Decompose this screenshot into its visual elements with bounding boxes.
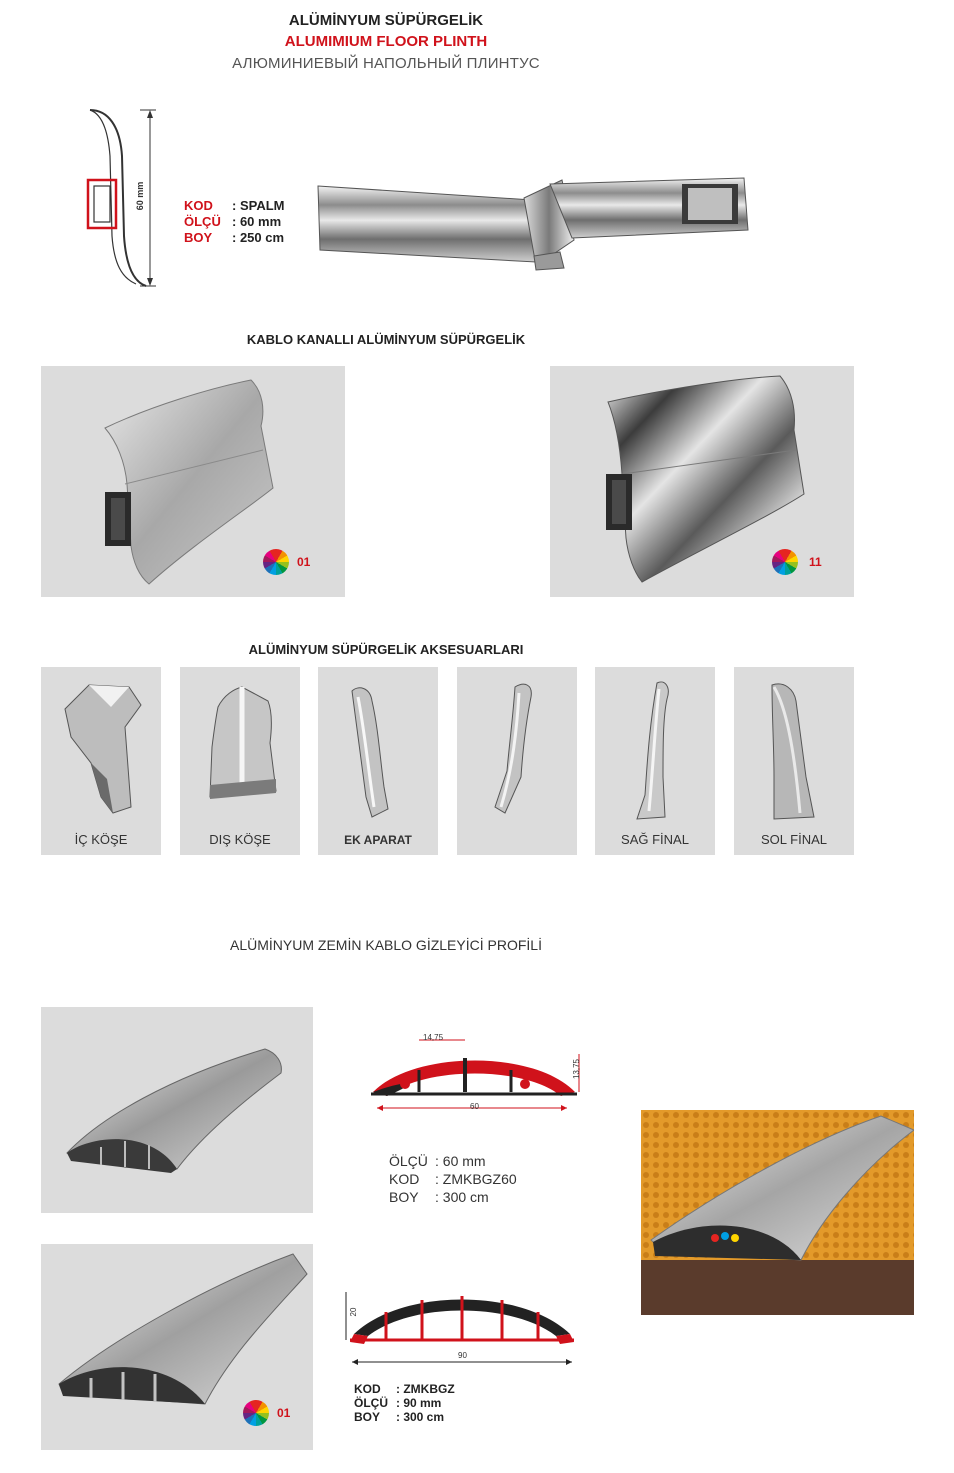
section-title-cable-plinth: KABLO KANALLI ALÜMİNYUM SÜPÜRGELİK <box>246 332 526 347</box>
dimension-top: 14,75 <box>423 1033 444 1042</box>
accessory-label: İÇ KÖŞE <box>74 832 128 847</box>
accessory-blank <box>457 667 577 855</box>
outer-corner-photo <box>180 667 300 827</box>
accessory-label: SAĞ FİNAL <box>621 832 689 847</box>
floor-profile-90-photo <box>41 1244 313 1450</box>
accessory-inner-corner <box>41 667 161 855</box>
plinth-dimension-label: 60 mm <box>135 181 145 211</box>
spec-row: BOY : 300 cm <box>389 1189 489 1205</box>
plinth-corner-photo <box>312 170 758 272</box>
plinth-specs <box>184 198 284 246</box>
end-cap-photo <box>457 667 577 827</box>
floor-profile-90-photo-panel <box>41 1244 313 1450</box>
left-end-photo <box>734 667 854 827</box>
floor-profile-90-drawing <box>342 1288 582 1374</box>
spec-row: KOD : ZMKBGZ <box>354 1382 455 1396</box>
dimension-height: 20 <box>349 1307 358 1317</box>
title-russian: АЛЮМИНИЕВЫЙ НАПОЛЬНЫЙ ПЛИНТУС <box>232 55 540 72</box>
inner-corner-photo <box>41 667 161 827</box>
title-turkish: ALÜMİNYUM SÜPÜRGELİK <box>288 12 484 29</box>
spec-row: ÖLÇÜ : 60 mm <box>184 214 282 229</box>
right-end-photo <box>595 667 715 827</box>
dimension-width: 60 <box>470 1102 479 1111</box>
color-code: 11 <box>809 555 822 569</box>
floor-profile-60-photo <box>41 1007 313 1213</box>
section-title-floor-profile: ALÜMİNYUM ZEMİN KABLO GİZLEYİCİ PROFİLİ <box>230 937 542 953</box>
accessory-label: DIŞ KÖŞE <box>209 832 271 847</box>
color-code: 01 <box>297 555 311 569</box>
floor-profile-90-specs <box>354 1382 455 1424</box>
joint-photo <box>318 667 438 827</box>
accessory-outer-corner <box>180 667 300 855</box>
accessory-joint <box>318 667 438 855</box>
dimension-width: 90 <box>458 1351 467 1360</box>
accessory-label: EK APARAT <box>344 833 412 847</box>
accessory-left-end <box>734 667 854 855</box>
spec-row: KOD : ZMKBGZ60 <box>389 1171 517 1187</box>
floor-profile-60-specs <box>389 1152 517 1206</box>
installed-floor-profile-photo <box>641 1110 914 1315</box>
accessory-right-end <box>595 667 715 855</box>
product-panel-01 <box>41 366 345 597</box>
color-palette-icon <box>243 1400 269 1426</box>
floor-profile-60-photo-panel <box>41 1007 313 1213</box>
spec-row: ÖLÇÜ : 60 mm <box>389 1153 486 1169</box>
accessory-label: SOL FİNAL <box>761 832 827 847</box>
color-code: 01 <box>277 1406 291 1420</box>
color-palette-icon <box>263 549 289 575</box>
spec-row: BOY : 250 cm <box>184 230 285 245</box>
spec-row: ÖLÇÜ : 90 mm <box>354 1396 442 1410</box>
spec-row: BOY : 300 cm <box>354 1410 445 1424</box>
product-panel-11 <box>550 366 854 597</box>
dimension-height: 13,75 <box>572 1058 581 1080</box>
color-palette-icon <box>772 549 798 575</box>
title-english: ALUMIMIUM FLOOR PLINTH <box>284 33 488 50</box>
plinth-profile-drawing <box>78 106 160 290</box>
section-title-accessories: ALÜMİNYUM SÜPÜRGELİK AKSESUARLARI <box>248 642 524 657</box>
spec-row: KOD : SPALM <box>184 198 285 213</box>
